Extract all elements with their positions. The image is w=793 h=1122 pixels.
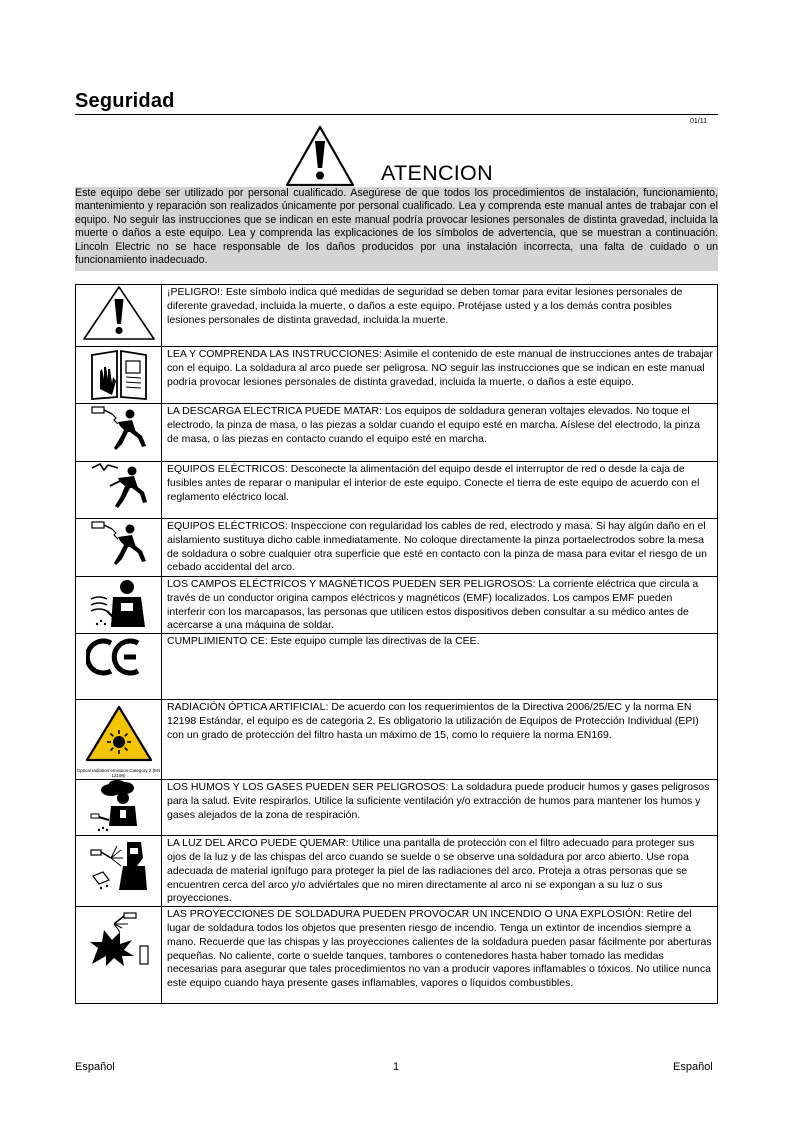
row-text: LA LUZ DEL ARCO PUEDE QUEMAR: Utilice una pantalla de protección con el filtro adecuado para proteger sus ojos de la luz y de las chispas del arco cuando se suelde o se observe una soldadura por arco abierto. Use ropa adecuada de material ignífugo para proteger la piel de las radiaciones del arco. Proteja a otras personas que se encuentren cerca del arco y/o adviértales que no miren directamente al arco ni se expongan a su luz o sus proyecciones. — [162, 836, 718, 907]
icon-cell — [76, 404, 162, 462]
icon-cell — [76, 577, 162, 634]
table-row — [76, 462, 718, 519]
table-row — [76, 700, 718, 780]
page-title: Seguridad — [75, 90, 175, 112]
ce-mark-icon — [86, 637, 146, 677]
icon-cell — [76, 519, 162, 577]
row-text: EQUIPOS ELÉCTRICOS: Desconecte la alimentación del equipo desde el interruptor de red o desde la caja de fusibles antes de reparar o manipular el interior de este equipo. Conecte el tierra de este equipo de acuerdo con el reglamento eléctrico local. — [162, 462, 718, 519]
icon-cell — [76, 634, 162, 700]
footer-page-number: 1 — [393, 1061, 400, 1073]
icon-cell — [76, 780, 162, 836]
icon-cell — [76, 700, 162, 780]
row-text: EQUIPOS ELÉCTRICOS: Inspeccione con regularidad los cables de red, electrodo y masa. Si hay algún daño en el aislamiento sustituya dicho cable inmediatamente. No coloque directamente la pinza portaelectrodos sobre la mesa de soldadura o sobre cualquier otra superficie que esté en contacto con la pinza de masa para evitar el riesgo de un cebado accidental del arco. — [162, 519, 718, 577]
optical-radiation-icon — [84, 704, 154, 762]
table-row — [76, 347, 718, 404]
icon-cell — [76, 285, 162, 347]
table-row — [76, 836, 718, 907]
intro-box — [75, 187, 718, 271]
row-text: CUMPLIMIENTO CE: Este equipo cumple las directivas de la CEE. — [162, 634, 718, 700]
table-row — [76, 285, 718, 347]
row-text: LA DESCARGA ELECTRICA PUEDE MATAR: Los equipos de soldadura generan voltajes elevados. No toque el electrodo, la pinza de masa, o las piezas a soldar cuando el equipo esté en marcha. Aíslese del electrodo, la pinza de masa, o las piezas en contacto cuando el equipo esté en marcha. — [162, 404, 718, 462]
fire-explosion-icon — [84, 910, 152, 968]
row-text: LOS HUMOS Y LOS GASES PUEDEN SER PELIGROSOS: La soldadura puede producir humos y gases peligrosos para la salud. Evite respirarlos. Utilice la suficiente ventilación y/o extracción de humos para mantener los humos y gases alejados de la zona de respiración. — [162, 780, 718, 836]
table-row — [76, 577, 718, 634]
table-row — [76, 780, 718, 836]
row-text: LOS CAMPOS ELÉCTRICOS Y MAGNÉTICOS PUEDEN SER PELIGROSOS: La corriente eléctrica que circula a través de un conductor origina campos eléctricos y magnéticos (EMF) localizados. Los campos EMF pueden interferir con los marcapasos, las personas que utilicen estos dispositivos deben consultar a su médico antes de acercarse a una máquina de soldar. — [162, 577, 718, 634]
footer-language-right: Español — [673, 1061, 713, 1073]
emf-icon — [87, 577, 151, 629]
row-text: LAS PROYECCIONES DE SOLDADURA PUEDEN PROVOCAR UN INCENDIO O UNA EXPLOSIÓN: Retire del lugar de soldadura todos los objetos que presenten riesgo de incendio. Tenga un extintor de incendios siempre a mano. Recuerde que las chispas y las proyecciones calientes de la soldadura pueden pasar fácilmente por aberturas pequeñas. No caliente, corte o suelde tanques, tambores o contenedores hasta haber tomado las medidas necesarias para asegurar que tales procedimientos no van a producir vapores inflamables o tóxicos. No utilice nunca este equipo cuando haya presente gases inflamables, vapores o líquidos combustibles. — [162, 907, 718, 1004]
intro-text: Este equipo debe ser utilizado por personal cualificado. Asegúrese de que todos los procedimientos de instalación, funcionamiento, mantenimiento y reparación son realizados únicamente por personal cualificado. Lea y comprenda este manual antes de trabajar con el equipo. No seguir las instrucciones que se indican en este manual podría provocar lesiones personales de distinta gravedad, incluida la muerte o daños a este equipo. Lea y comprenda las explicaciones de los símbolos de advertencia, que se muestran a continuación. Lincoln Electric no se hace responsable de los daños producidos por una instalación incorrecta, una falta de cuidado o un funcionamiento inadecuado. — [75, 187, 718, 267]
row-text: RADIACIÓN ÓPTICA ARTIFICIAL: De acuerdo con los requerimientos de la Directiva 2006/25/EC y la norma EN 12198 Estándar, el equipo es de categoria 2. Es obligatorio la utilización de Equipos de Protección Individual (EPI) con un grado de protección del filtro hasta un máximo de 15, como lo requiere la norma EN169. — [162, 700, 718, 780]
safety-symbols-table — [75, 284, 718, 1004]
read-manual-icon — [86, 347, 152, 401]
icon-cell — [76, 907, 162, 1004]
icon-cell — [76, 462, 162, 519]
optical-radiation-caption: Optical radiation emission Category 2 (EN 12198) — [76, 768, 161, 779]
warning-triangle-icon — [82, 285, 156, 341]
row-text: ¡PELIGRO!: Este símbolo indica qué medidas de seguridad se deben tomar para evitar lesiones personales de diferente gravedad, incluida la muerte, o daños a este equipo. Protéjase usted y a los demás contra posibles lesiones personales de distinta gravedad, incluida la muerte. — [162, 285, 718, 347]
row-text: LEA Y COMPRENDA LAS INSTRUCCIONES: Asimile el contenido de este manual de instrucciones antes de trabajar con el equipo. La soldadura al arco puede ser peligrosa. NO seguir las instrucciones que se indican en este manual podría provocar lesiones personales de distinta gravedad, incluida la muerte, o daños a este equipo. — [162, 347, 718, 404]
icon-cell — [76, 347, 162, 404]
electric-shock-icon — [88, 404, 150, 454]
arc-ray-icon — [87, 836, 151, 892]
footer-language-left: Español — [75, 1061, 115, 1073]
electrical-equipment-icon — [88, 462, 150, 512]
warning-triangle-icon — [284, 124, 356, 188]
fumes-icon — [87, 780, 151, 832]
title-rule — [75, 114, 718, 115]
revision-code: 01/11 — [690, 118, 707, 125]
table-row — [76, 907, 718, 1004]
cable-inspection-icon — [88, 519, 150, 569]
icon-cell — [76, 836, 162, 907]
table-row — [76, 634, 718, 700]
table-row — [76, 404, 718, 462]
attention-heading: ATENCION — [381, 161, 493, 185]
table-row — [76, 519, 718, 577]
